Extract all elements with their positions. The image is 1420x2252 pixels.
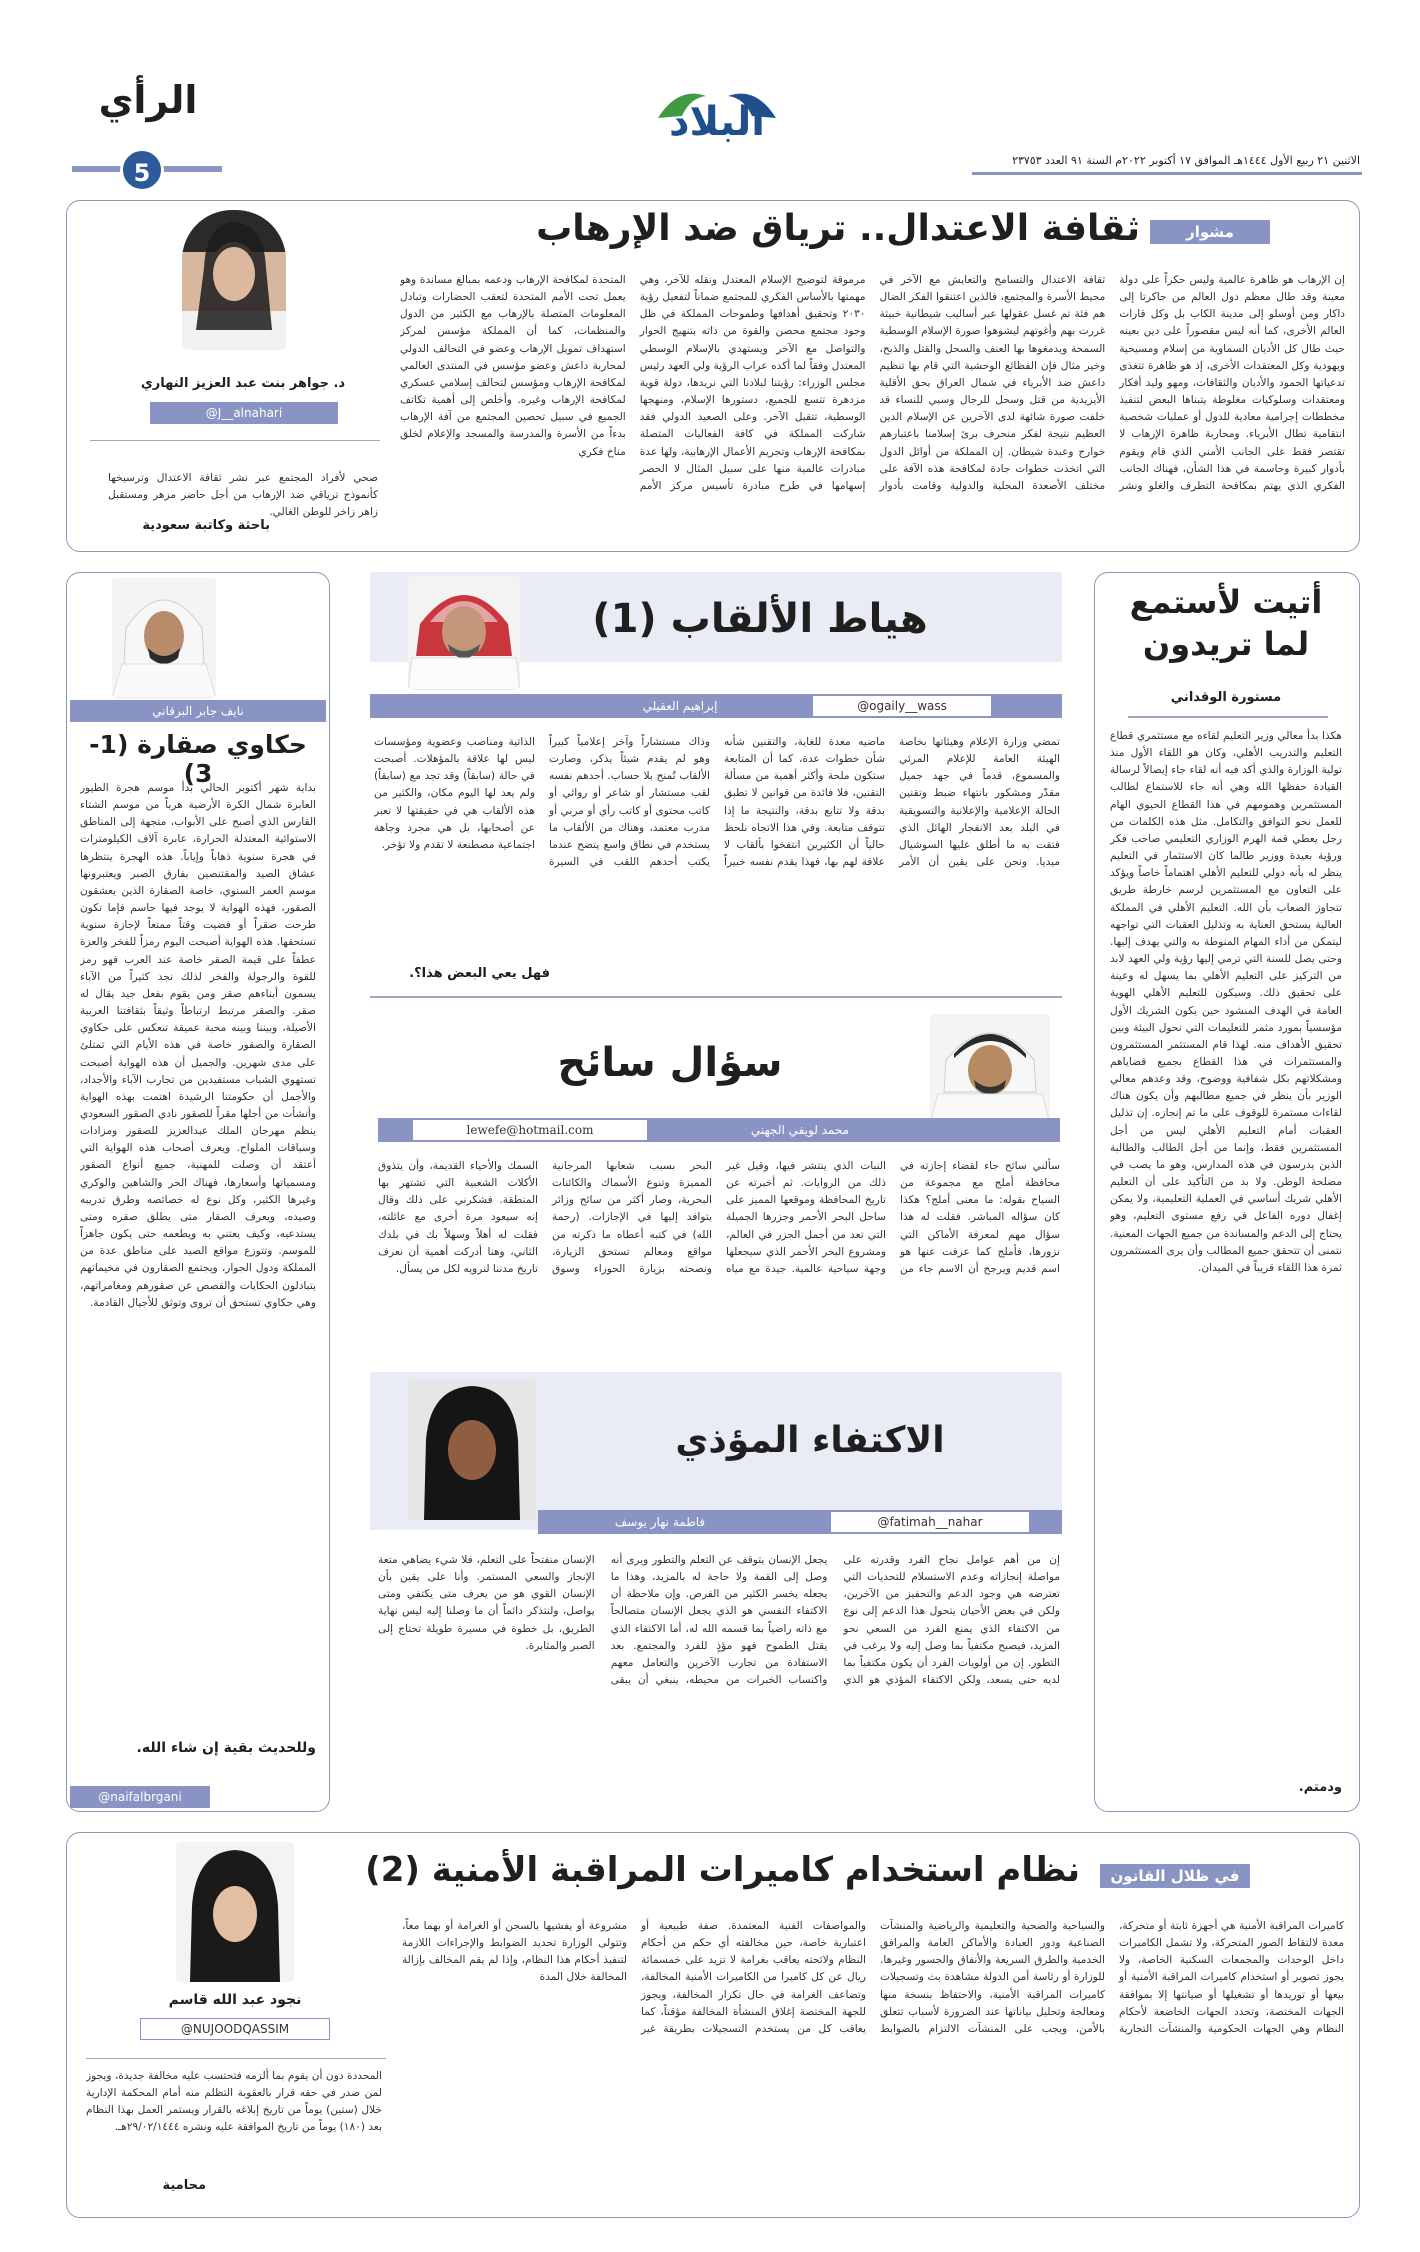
article-7-body: كاميرات المراقبة الأمنية هي أجهزة ثابتة أو متحركة، معدة لالتقاط الصور المتحركة، ولا تشمل الكاميرات داخل الوحدات والمجمعات السكنية الخاصة، ولا يجوز تصوير أو استخدام كاميرات المراقبة الأمنية أو بيعها أو توريدها أو تشغيلها أو صيانتها إلا بموافقة الجهات المختصة، وتحدد الجهات الخاضعة لأحكام النظام وهي الجهات الحكومية والمنشآت التجارية والسياحية والصحية والتعليمية والرياضية والمنشآت الصناعية ودور العبادة والأماكن العامة والمرافق الخدمية والطرق السريعة والأنفاق والجسور وغيرها. للوزارة أو رئاسة أمن الدولة مشاهدة بث وتسجيلات كاميرات المراقبة الأمنية، والاحتفاظ بنسخة منها ومعالجة وتحليل بياناتها عند الضرورة لأسباب تتعلق بالأمن، ويجب على المنشآت الالتزام بالضوابط والمواصفات الفنية المعتمدة. صفة طبيعية أو اعتبارية خاصة، حين مخالفته أي حكم من أحكام النظام ولائحته يعاقب بغرامة لا تزيد على خمسمائة ريال عن كل كاميرا من الكاميرات الأمنية المخالفة، وتضاعف الغرامة في حال تكرار المخالفة، ويجوز للجهة المختصة إغلاق المنشأة المخالفة مؤقتاً، كما يعاقب كل من يستخدم التسجيلات بطريقة غير مشروعة أو يفشيها بالسجن أو الغرامة أو بهما معاً، وتتولى الوزارة تحديد الضوابط والإجراءات اللازمة لتنفيذ أحكام هذا النظام، وإذا لم يقم المخالف بإزالة المخالفة خلال المدة: [402, 1920, 1344, 2035]
article-6-body: إن من أهم عوامل نجاح الفرد وقدرته على مواصلة إنجازاته وعدم الاستسلام للتحديات التي تعترضه هي وجود الدعم والتحفيز من الآخرين، ولكن في بعض الأحيان يتحول هذا الدعم إلى نوع من الاكتفاء الذي يمنع الفرد من السعي نحو المزيد، فيصبح مكتفياً بما وصل إليه ولا يرغب في التطور. إن من أولويات الفرد أن يكون مكتفياً بما لديه حتى يسعد، ولكن الاكتفاء المؤذي هو الذي يجعل الإنسان يتوقف عن التعلم والتطور ويرى أنه وصل إلى القمة ولا حاجة له بالمزيد، وهذا ما يجعله يخسر الكثير من الفرص. وإن ملاحظة أن الاكتفاء النفسي هو الذي يجعل الإنسان متصالحاً مع ذاته راضياً بما قسمه الله له، أما الاكتفاء الذي يقتل الطموح فهو مؤذٍ للفرد والمجتمع. بعد الاستفادة من تجارب الآخرين والتعامل معهم واكتساب الخبرات من محيطه، ينبغي أن يبقى الإنسان منفتحاً على التعلم، فلا شيء يضاهي متعة الإنجاز والسعي المستمر. وأنا على يقين بأن الإنسان القوي هو من يعرف متى يكتفي ومتى يواصل، ولنتذكر دائماً أن ما وصلنا إليه ليس نهاية الطريق، بل خطوة في مسيرة طويلة تحتاج إلى الصبر والمثابرة.: [378, 1554, 1060, 1687]
article-5-handle: lewefe@hotmail.com: [412, 1119, 648, 1141]
article-5-author: محمد لويفي الجهني: [750, 1123, 850, 1137]
article-3-title: هياط الألقاب (1): [592, 596, 928, 642]
article-3-author-photo: [408, 576, 520, 690]
masthead: [0, 0, 1420, 185]
article-4-handle: @naifalbrgani: [70, 1786, 210, 1808]
article-3-body: تمضي وزارة الإعلام وهيئاتها بخاصة الهيئة العامة للإعلام المرئي والمسموع، قدماً في جهد جميل مقدّر ومشكور بانتهاء ضبط وتقنين الحالة الإعلامية والإعلانية والتسويقية في البلد بعد الانفجار الهائل الذي فتقت به ما أطلق عليها السوشيال ميديا. ونحن على يقين أن الأمر ماضيه معدة للغاية، والتقنين شأنه شأن خطوات عدة، كما أن المتابعة ستكون ملحة وأكثر أهمية من مسألة التقنين، فلا فائدة من قوانين لا تطبق بدقة ولا تتابع بدقة، والنتيجة ما إذا تتوقف متابعة. وفي هذا الاتجاه نلحظ حالياً أن الكثيرين انتفخوا بألقاب لا علاقة لهم بها، فهذا يقدم نفسه خبيراً وذاك مستشاراً وآخر إعلامياً كبيراً وهو لم يقدم شيئاً يذكر، وصارت الألقاب تُمنح بلا حساب. أحدهم نفسه لقب مستشار أو شاعر أو روائي أو كاتب محتوى أو كاتب رأي أو مربي أو مدرب معتمد، وهناك من الألقاب ما يستخدم في نطاق واسع يتضح عندما يكتب أحدهم اللقب في السيرة الذاتية ومناصب وعضوية ومؤسسات ليس لها علاقة بالمؤهلات. أصبحت في حالة (سابقاً) وقد تجد مع (سابقاً) ولم يعد لها اليوم مكان، والكثير من هذه الألقاب هي في حقيقتها لا تعبر عن أصحابها، بل هي مجرد وجاهة اجتماعية مصطنعة لا تقدم ولا تؤخر.: [374, 736, 1060, 869]
logo-text: البلاد: [669, 99, 765, 145]
article-7-title: نظام استخدام كاميرات المراقبة الأمنية (2): [365, 1850, 1080, 1890]
article-4-author-photo: [112, 578, 216, 698]
article-1-handle: @J__alnahari: [150, 402, 338, 424]
article-3-author: إبراهيم العقيلي: [642, 699, 718, 713]
article-7-role: محامية: [162, 2178, 206, 2193]
newspaper-logo: [648, 82, 786, 148]
article-2-closing: ودمتم.: [1298, 1780, 1342, 1795]
article-6-author-photo: [408, 1380, 536, 1520]
section-title: الرأي: [98, 78, 198, 122]
article-1-bio: باحثة وكاتبة سعودية: [142, 518, 270, 533]
article-2-title: أتيت لأستمع لما تريدون: [1129, 583, 1323, 663]
article-5-title: سؤال سائح: [557, 1040, 783, 1086]
article-7-handle: @NUJOODQASSIM: [140, 2018, 330, 2040]
article-7-kicker: في ظلال القانون: [1100, 1864, 1250, 1888]
dateline: الاثنين ٢١ ربيع الأول ١٤٤٤هـ الموافق ١٧ أكتوبر ٢٠٢٢م السنة ٩١ العدد ٢٣٧٥٣: [1012, 154, 1360, 167]
article-6-handle: @fatimah__nahar: [830, 1511, 1030, 1533]
article-1-body: إن الإرهاب هو ظاهرة عالمية وليس حكراً على دولة معينة وقد طال معظم دول العالم من جاكرتا إلى داكار ومن أوسلو إلى مدينة الكاب بل وكل قارات العالم الأخرى، كما أنه ليس مقصوراً على دين بعينه حيث طال كل الأديان السماوية من إسلام ومسيحية ويهودية وكل المعتقدات الأخرى، إذ هو ظاهرة تتغذى تدعياتها الحمود والأديان والثقافات، ومهو وليد أفكار ومعتقدات وسلوكيات مغلوطة يتبناها البعض لتنفيذ مخططات إجرامية معادية للدول أو عمليات شخصية انتقامية تطال الأبرياء. ومحاربة ظاهرة الإرهاب لا تقتصر فقط على الجانب الأمني الذي قام ويقوم بأدوار كبيرة وحاسمة في هذا الشأن، فهناك الجانب الفكري الذي يهتم بمكافحة التطرف والغلو ونشر ثقافة الاعتدال والتسامح والتعايش مع الآخر في محيط الأسرة والمجتمع، فالذين اعتنقوا الفكر الضال هم فئة تم غسل عقولها عبر أساليب شيطانية خبيثة غررت بهم وأغوتهم ليشوهوا صورة الإسلام الوسطية السمحة ويدمغوها بها العنف والسحل والقتل والذبح، وخير مثال فإن الفظائع الوحشية التي قام بها تنظيم داعش ضد الأبرياء في شمال العراق بحق الأقلية الأيزيدية من قتل وسحل للرجال وسبي للنساء قد خلفت صورة شائهة لدى الآخرين عن الإسلام الدين العظيم نتيجة لفكر منحرف برئ إسلامنا باعتبارهم خوارج وعبدة شيطان. إن المملكة من أوائل الدول التي اتخذت خطوات جادة لمكافحة هذه الآفة على مختلف الأصعدة المحلية والدولية وقامت بأدوار مرموقة لتوضيح الإسلام المعتدل ونقله للآخر، وهي مهمتها بالأساس الفكري للمجتمع ضماناً لتفعيل رؤية ٢٠٣٠ وتحقيق أهدافها وطموحات المملكة في ظل وجود مجتمع محصن والقوة من ذاته بتنهيج الحوار والتواصل مع الآخر ويستهدي بالإسلام الوسطي المعتدل وفقاً لما أكده عراب الرؤية ولي العهد رئيس مجلس الوزراء: رؤيتنا لبلادنا التي نريدها، دولة قوية مزدهرة تتسع للجميع، دستورها الإسلام، ومنهجها الوسطية، تتقبل الآخر. وعلى الصعيد الدولي فقد شاركت المملكة في كافة الفعاليات المتصلة بمكافحة الإرهاب وتجريم الأعمال الإرهابية، ولها عدة مبادرات عالمية منها على سبيل المثال لا الحصر إسهامها في طرح مبادرة تأسيس مركز الأمم المتحدة لمكافحة الإرهاب ودعمه بمبالغ مساندة وهو يعمل تحت الأمم المتحدة لتعقب الحضارات وتبادل المعلومات المتصلة بالإرهاب مع الكثير من الدول والمنظمات، كما أن المملكة مؤسس لمركز استهداف تمويل الإرهاب وعضو في التحالف الدولي لمحاربة داعش وعضو مؤسس في المنتدى العالمي لمكافحة الإرهاب ومؤسس لتحالف إسلامي عسكري لمكافحة الإرهاب وغيره. وأخلص إلى أهمية تكاتف الجميع في سبيل تحصين المجتمع من آفة الإرهاب بدءاً من الأسرة والمدرسة والمسجد والإعلام لخلق مناخ فكري: [400, 274, 1345, 492]
article-2-body: هكذا بدأ معالي وزير التعليم لقاءه مع مستثمري قطاع التعليم والتدريب الأهلي، وكان هو اللقاء الأول منذ تولية الوزارة والذي أكد فيه أنه لقاء جاء إيصالاً لرسالة القيادة حفظها الله وهي أنه جاء للاستماع لطالب المستثمرين وهمومهم في هذا القطاع الحيوي الهام للعمل نحو التوافق والتكامل. مثل هذه الكلمات من رجل يعطي قمة الهرم الوزاري التعليمي صاحب فكر ورؤية بعيدة ووزير طالما كان الاستثمار في التعليم ينظر له بأنه دولي للتعليم الأهلي اهتماماً خاصاً ويؤكد على التعاون مع المستثمرين لرسم خارطة طريق تتجاوز الصعاب بأن الله. التعليم الأهلي في المملكة العالية يستحق العناية به وتذليل العقبات التي تواجهه ليتمكن من أداء المهام المنوطة به والتي يهدف إليها. وحتى يصل للسنة التي ترمي إليها رؤية ولي العهد لابد من التركيز على التعليم الأهلي بما يسهل له وعينة على تحقيق ذلك. وسيكون للتعليم الأهلي الهوية العامة في الهدف المنشود حين يكون الشريك الأول مؤسسياً بمورد مثمر للتعليمات التي نحول البيئة وبين تحقيق الأهداف منه. لهذا قام المستثمر المستثمرون والمستثمرات في هذا القطاع بجميع قضاياهم ومشكلاتهم بكل شفافية ووضوح، وقد وعدهم معالي الوزير بأن ينظر في جميع مطالبهم وأن يكون هناك لقاءات مستمرة للوقوف على ما تم إنجازه. إن تذليل العقبات أمام التعليم الأهلي ليس من أجل المستثمرين فقط، وإنما من أجل الطالب والطالبة الذين يدرسون في هذه المدارس، وهو ما يصب في مصلحة الوطن. ولا بد من التأكيد على أن التعليم الأهلي شريك أساسي في العملية التعليمية، ولا يمكن إغفال دوره الفاعل في رفع مستوى التعليم، وهو يحتاج إلى الدعم والمساندة من جميع الجهات المعنية. نتمنى أن تتحقق جميع المطالب وأن يرى المستثمرون ثمرة هذا اللقاء قريباً في الميدان.: [1110, 730, 1342, 1274]
article-1-title: ثقافة الاعتدال.. ترياق ضد الإرهاب: [536, 208, 1140, 249]
page-number: 5: [120, 148, 164, 192]
masthead-rule: [972, 172, 1362, 175]
person-icon: [408, 576, 520, 690]
article-7-author-photo: [176, 1842, 294, 1982]
article-6-author: فاطمة نهار يوسف: [614, 1515, 706, 1529]
article-3-bottom-rule: [370, 996, 1062, 998]
article-4-author: نايف جابر البرقاني: [70, 700, 326, 722]
article-2-author-underline: [1128, 716, 1328, 718]
person-icon: [182, 210, 286, 350]
article-7-quote: المحددة دون أن يقوم بما ألزمه فتحتسب عليه مخالفة جديدة، ويجوز لمن صدر في حقه قرار بالعقوبة التظلم منه أمام المحكمة الإدارية خلال (ستين) يوماً من تاريخ إبلاغه بالقرار ويستمر العمل بهذا النظام بعد (١٨٠) يوماً من تاريخ الموافقة عليه ونشره ٢٩/٠٢/١٤٤٤هـ.: [86, 2070, 382, 2134]
article-4-closing: وللحديث بقية إن شاء الله.: [136, 1740, 316, 1756]
article-4-body: بداية شهر أكتوبر الحالي بدأ موسم هجرة الطيور العابرة شمال الكرة الأرضية هرباً من موسم الشتاء القارس الذي أصبح على الأبواب، متجهة إلى المناطق الاستوائية المعتدلة الحرارة، عابرة آلاف الكيلومترات في هجرة سنوية ذهاباً وإياباً. هذه الهجرة ينتظرها عشاق الصيد والمقتنصين بفارق الصبر ويعتبرونها موسم العمر السنوي، خاصة الصقارة الذين يعشقون الصقور، فهذه الهواية لا يوجد فيها حاسم فإما تكون طرحت صقراً أو فضيت وقتاً ممتعاً لإجازة سنوية تستحقها. هذه الهواية أصبحت اليوم رمزاً للفخر والعزة عطفاً على قيمة الصقر خاصة عند العرب فهو رمز للقوة والرجولة والفخر لذلك نجد كثيراً من الآباء يسمون أبناءهم صقر ومن يقوم بفعل جيد يقال له صقر. والصقر مرتبط ارتباطاً وثيقاً بثقافتنا العربية الأصيلة، وبيننا وبينه محبة عميقة تنعكس على حكاوي الصقارة والصقور خاصة في هذه الأيام التي تمتلئ على مدى شهرين. والجميل أن هذه الهواية أصبحت تستهوي الشباب مستفيدين من تجارب الآباء والأجداد، والأجمل أن حكومتنا الرشيدة اهتمت بهذه الهواية وأنشأت من أجلها مقراً للصقور نادي الصقور السعودي ينظم مهرجان الملك عبدالعزيز للصقور ومزادات وسباقات الملواح. ويعرف أصحاب هذه الهواية التي أعتقد أن وصلت للمهنية، جميع أنواع الصقور ومسمياتها وأسعارها، فهناك الحر والشاهين والوكري وغيرها الكثير، وكل نوع له خصائصه وطرق تدريبه وصيده، ويعرف الصقار متى يطلق صقره ومتى يستدعيه، وكيف يعتني به ويطعمه حتى يكون جاهزاً للموسم. وتتوزع مواقع الصيد على مناطق عدة من المملكة ودول الجوار، ويجتمع الصقارون في مخيماتهم يتبادلون الحكايات والقصص عن صقورهم ومغامراتهم، وهي حكاوي تستحق أن تروى وتوثق للأجيال القادمة.: [80, 782, 316, 1309]
article-1-author-photo: [182, 210, 286, 350]
article-5-author-photo: [930, 1014, 1050, 1124]
person-icon: [112, 578, 216, 698]
person-icon: [408, 1380, 536, 1520]
article-7-sep: [86, 2058, 386, 2059]
article-3-closing: فهل يعي البعض هذا؟.: [409, 966, 550, 981]
article-3-handle: @ogaily__wass: [812, 695, 992, 717]
article-1-quote: صحي لأفراد المجتمع عبر نشر ثقافة الاعتدال وترسيخها كأنموذج ترياقي ضد الإرهاب من أجل حاضر مزهر ومستقبل زاهر زاخر للوطن الغالي.: [108, 472, 378, 518]
article-5-body: سألني سائح جاء لقضاء إجازته في محافظة أملج مع مجموعة من السياح بقوله: ما معنى أملج؟ هكذا كان سؤاله المباشر. فقلت له هذا سؤال مهم لمعرفة الأماكن التي نزورها، فأملج كما عرفت عنها هو اسم قديم ويرجح أن الاسم جاء من النبات الذي ينتشر فيها، وقيل غير ذلك من الروايات. ثم أخبرته عن تاريخ المحافظة وموقعها المميز على ساحل البحر الأحمر وجزرها الجميلة التي تعد من أجمل الجزر في العالم، ومشروع البحر الأحمر الذي سيجعلها وجهة سياحية عالمية. جيدة مع مياه البحر بسبب شعابها المرجانية المميزة وتنوع الأسماك والكائنات البحرية، وصار أكثر من سائح وزائر يتوافد إليها في الإجازات. (رحمة الله) في كتبه أعطاه ما ذكرته من مواقع ومعالم تستحق الزيارة، ونصحته بزيارة الحوراء وسوق السمك والأحياء القديمة، وأن يتذوق الأكلات الشعبية التي تشتهر بها المنطقة. فشكرني على ذلك وقال إنه سيعود مرة أخرى مع عائلته، فقلت له أهلاً وسهلاً بك في بلدك الثاني، وهنا أدركت أهمية أن نعرف تاريخ مدننا لنرويه لكل من يسأل.: [378, 1160, 1060, 1275]
person-icon: [176, 1842, 294, 1982]
article-4-title: حكاوي صقارة (1-3): [89, 730, 307, 788]
article-6-title: الاكتفاء المؤذي: [675, 1420, 945, 1461]
article-1-kicker: مشوار: [1150, 220, 1270, 244]
article-7-author: نجود عبد الله قاسم: [168, 1992, 302, 2008]
article-1-author: د. جواهر بنت عبد العزيز النهاري: [140, 376, 346, 391]
article-2-author: مستورة الوقداني: [1170, 690, 1282, 705]
person-icon: [930, 1014, 1050, 1124]
article-1-sep: [90, 440, 380, 441]
